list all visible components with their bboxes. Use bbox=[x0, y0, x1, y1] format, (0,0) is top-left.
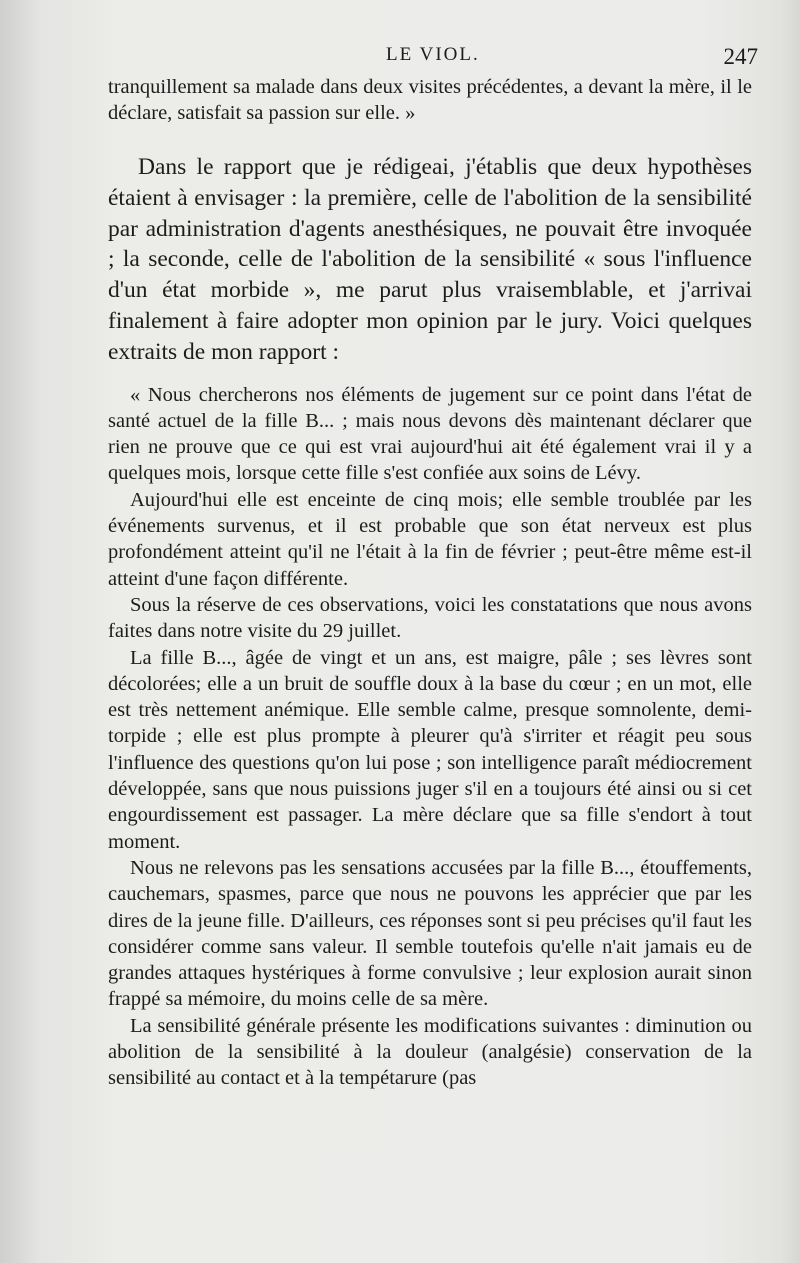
body-text bbox=[108, 74, 752, 1092]
paragraph: La sensibilité générale présente les modifications suivantes : diminution ou abolition de la sensibilité à la douleur (analgésie) conservation de la sensibilité au contact et à la tempétarure (pas bbox=[108, 1014, 752, 1090]
page-number: 247 bbox=[723, 44, 758, 69]
paragraph: La fille B..., âgée de vingt et un ans, est maigre, pâle ; ses lèvres sont décolorées; elle a un bruit de souffle doux à la base du cœur ; en un mot, elle est très nettement anémique. Elle semble calme, presque somnolente, demi-torpide ; elle est plus prompte à pleurer qu'à s'irriter et réagit peu sous l'influence des questions qu'on lui pose ; son intelligence paraît médiocrement développée, sans que nous puissions juger s'il en a toujours été ainsi ou si cet engourdissement est passager. La mère déclare que sa fille s'endort à tout moment. bbox=[108, 646, 752, 853]
paragraph-continuation: tranquillement sa malade dans deux visites précédentes, a devant la mère, il le déclare, satisfait sa passion sur elle. » bbox=[108, 76, 752, 124]
paragraph: Sous la réserve de ces observations, voici les constatations que nous avons faites dans notre visite du 29 juillet. bbox=[108, 593, 752, 643]
paragraph: « Nous chercherons nos éléments de jugement sur ce point dans l'état de santé actuel de la fille B... ; mais nous devons dès maintenant déclarer que rien ne prouve que ce qui est vrai aujourd'hui ait été également vrai il y a quelques mois, lorsque cette fille s'est confiée aux soins de Lévy. bbox=[108, 383, 752, 485]
paragraph: Nous ne relevons pas les sensations accusées par la fille B..., étouffements, cauchemars, spasmes, parce que nous ne pouvons les apprécier que par les dires de la jeune fille. D'ailleurs, ces réponses sont si peu précises qu'il faut les considérer comme sans valeur. Il semble toutefois qu'elle n'ait jamais eu de grandes attaques hystériques à forme convulsive ; leur explosion aurait sinon frappé sa mémoire, du moins celle de sa mère. bbox=[108, 856, 752, 1011]
paragraph: Aujourd'hui elle est enceinte de cinq mois; elle semble troublée par les événements survenus, et il est probable que son état nerveux est plus profondément atteint qu'il ne l'était à la fin de février ; peut-être même est-il atteint d'une façon différente. bbox=[108, 488, 752, 590]
page-header bbox=[108, 36, 758, 76]
report-quote bbox=[108, 382, 752, 1092]
running-title: LE VIOL. bbox=[386, 44, 480, 65]
paragraph-report-intro: Dans le rapport que je rédigeai, j'établis que deux hypothèses étaient à envisager : la première, celle de l'abolition de la sensibilité par administration d'agents anesthésiques, ne pouvait être invoquée ; la seconde, celle de l'abolition de la sensibilité « sous l'influence d'un état morbide », me parut plus vraisemblable, et j'arrivai finalement à faire adopter mon opinion par le jury. Voici quelques extraits de mon rapport : bbox=[108, 154, 752, 365]
